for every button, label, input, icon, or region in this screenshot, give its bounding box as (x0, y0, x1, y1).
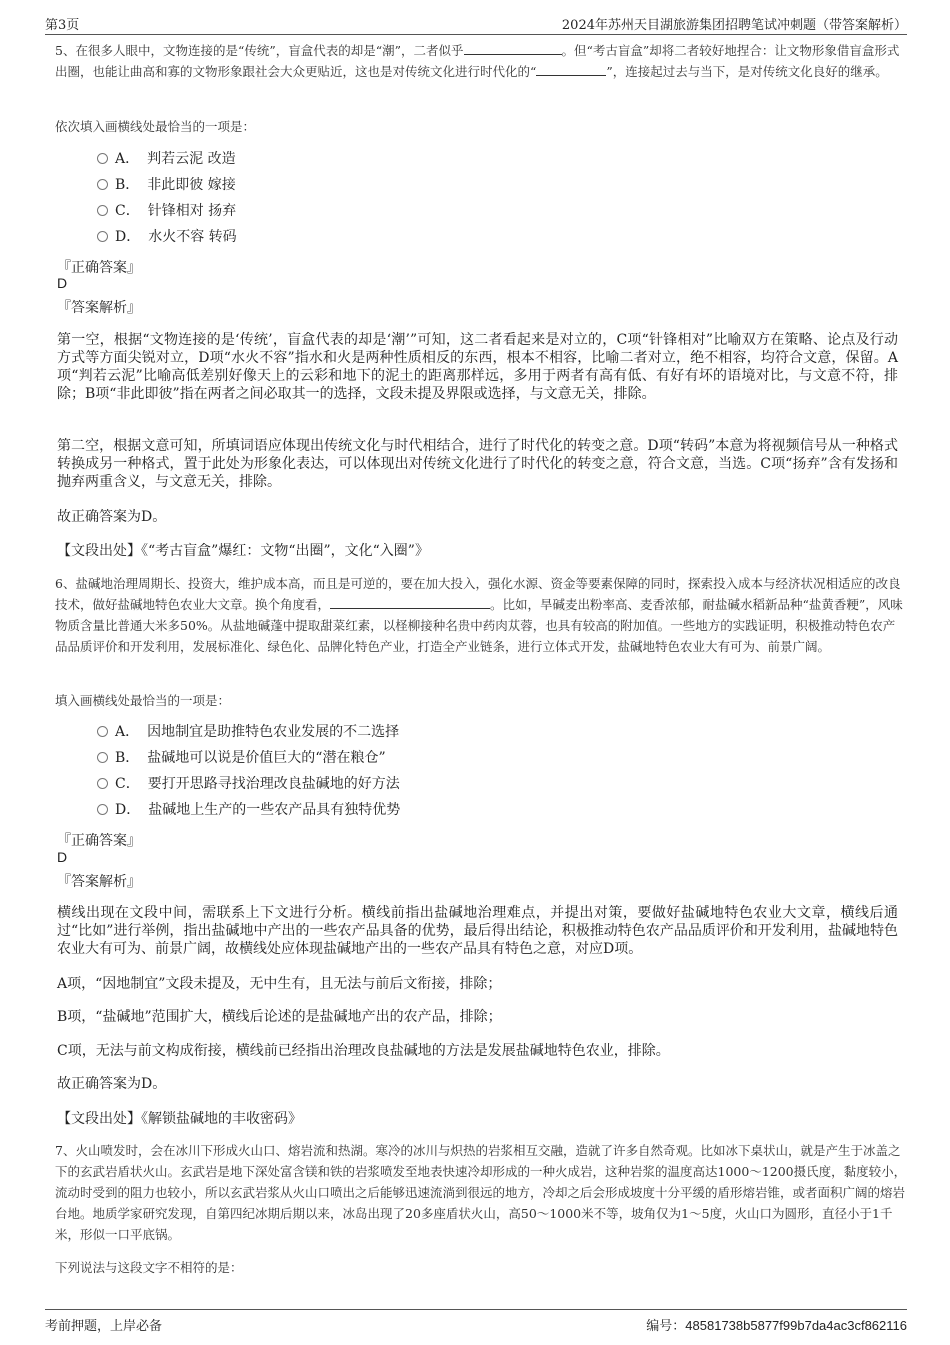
blank-2 (536, 61, 606, 76)
q6-option-a[interactable]: A． 因地制宜是助推特色农业发展的不二选择 (97, 721, 399, 743)
q5-option-c[interactable]: C． 针锋相对 扬弃 (97, 200, 236, 222)
question-5-stem: 5、在很多人眼中，文物连接的是“传统”，盲盒代表的却是“潮”，二者似乎 。但“考古盲盒”却将二者较好地捏合：让文物形象借盲盒形式出圈，也能让曲高和寡的文物形象跟社会大众更贴近，这也是对传统文化进行时代化的“ ”，连接起过去与当下，是对传统文化良好的继承。 (55, 40, 907, 82)
q5-analysis-label: 『答案解析』 (57, 300, 141, 316)
radio-icon[interactable] (97, 231, 108, 242)
q6-option-c[interactable]: C． 要打开思路寻找治理改良盐碱地的好方法 (97, 773, 400, 795)
radio-icon[interactable] (97, 179, 108, 190)
q5-answer: D (57, 275, 68, 291)
q5-source: 【文段出处】《“考古盲盒”爆红：文物“出圈”，文化“入圈”》 (57, 543, 429, 559)
q6-option-b[interactable]: B． 盐碱地可以说是价值巨大的“潜在粮仓” (97, 747, 386, 769)
q6-analysis-p1: 横线出现在文段中间，需联系上下文进行分析。横线前指出盐碱地治理难点，并提出对策，要做好盐碱地特色农业大文章，横线后通过“比如”进行举例，指出盐碱地中产出的一些农产品具备的优势，最后得出结论，积极推动特色农产品品质评价和开发利用，盐碱地特色农业大有可为、前景广阔，故横线处应体现盐碱地产出的一些农产品具有特色之意，对应D项。 (57, 905, 898, 957)
q5-option-b[interactable]: B． 非此即彼 嫁接 (97, 174, 236, 196)
question-6-prompt: 填入画横线处最恰当的一项是： (55, 693, 231, 708)
q6-analysis-p5: 故正确答案为D。 (57, 1076, 167, 1092)
page-header (45, 12, 907, 35)
page-number: 第3页 (45, 18, 80, 33)
q6-source: 【文段出处】《解锁盐碱地的丰收密码》 (57, 1111, 302, 1127)
q6-analysis-label: 『答案解析』 (57, 874, 141, 890)
q6-option-d[interactable]: D． 盐碱地上生产的一些农产品具有独特优势 (97, 799, 400, 821)
document-id: 编号：48581738b5877f99b7da4ac3cf862116 (646, 1318, 907, 1334)
question-6-stem: 6、盐碱地治理周期长、投资大，维护成本高，而且是可逆的，要在加大投入，强化水源、资金等要素保障的同时，探索投入成本与经济状况相适应的改良技术，做好盐碱地特色农业大文章。换个角度看， 。比如，旱碱麦出粉率高、麦香浓郁，耐盐碱水稻新品种“盐黄香粳”，风味物质含量比普通大米多50%。从盐地碱蓬中提取甜菜红素，以柽柳接种名贵中药肉苁蓉，也具有较高的附加值。一些地方的实践证明，积极推动特色农产品品质评价和开发利用，发展标准化、绿色化、品牌化特色产业，打造全产业链条，进行立体式开发，盐碱地特色农业大有可为、前景广阔。 (55, 576, 903, 654)
q6-analysis-p2: A项，“因地制宜”文段未提及，无中生有，且无法与前后文衔接，排除； (57, 976, 502, 992)
radio-icon[interactable] (97, 153, 108, 164)
q5-analysis-p3: 故正确答案为D。 (57, 509, 167, 525)
radio-icon[interactable] (97, 726, 108, 737)
q5-analysis-p1: 第一空，根据“文物连接的是‘传统’，盲盒代表的却是‘潮’”可知，这二者看起来是对立的，C项“针锋相对”比喻双方在策略、论点及行动方式等方面尖锐对立，D项“水火不容”指水和火是两种性质相反的东西，根本不相容，比喻二者对立，绝不相容，均符合文意，保留。A项“判若云泥”比喻高低差别好像天上的云彩和地下的泥土的距离那样远，多用于两者有高有低、有好有坏的语境对比，与文意不符，排除；B项“非此即彼”指在两者之间必取其一的选择，文段未提及界限或选择，与文意无关，排除。 (57, 332, 898, 402)
document-title: 2024年苏州天目湖旅游集团招聘笔试冲刺题（带答案解析） (561, 18, 907, 33)
page-footer (45, 1309, 907, 1332)
question-7-stem: 7、火山喷发时，会在冰川下形成火山口、熔岩流和热湖。寒冷的冰川与炽热的岩浆相互交融，造就了许多自然奇观。比如冰下桌状山，就是产生于冰盖之下的玄武岩盾状火山。玄武岩是地下深处富含镁和铁的岩浆喷发至地表快速冷却形成的一种火成岩，这种岩浆的温度高达1000～1200摄氏度，黏度较小，流动时受到的阻力也较小，所以玄武岩浆从火山口喷出之后能够迅速流淌到很远的地方，冷却之后会形成坡度十分平缓的盾形熔岩锥，或者面积广阔的熔岩台地。地质学家研究发现，自第四纪冰期后期以来，冰岛出现了20多座盾状火山，高50～1000米不等，坡角仅为1～5度，火山口为圆形，直径小于1千米，形似一口平底锅。 (55, 1143, 907, 1242)
q5-analysis-p2: 第二空，根据文意可知，所填词语应体现出传统文化与时代相结合，进行了时代化的转变之意。D项“转码”本意为将视频信号从一种格式转换成另一种格式，置于此处为形象化表达，可以体现出对传统文化进行了时代化的转变之意，符合文意，当选。C项“扬弃”含有发扬和抛弃两重含义，与文意无关，排除。 (57, 438, 898, 490)
q5-option-d[interactable]: D． 水火不容 转码 (97, 226, 237, 248)
q6-answer-label: 『正确答案』 (57, 833, 141, 849)
radio-icon[interactable] (97, 752, 108, 763)
q5-answer-label: 『正确答案』 (57, 260, 141, 276)
q6-analysis-p3: B项，“盐碱地”范围扩大，横线后论述的是盐碱地产出的农产品，排除； (57, 1009, 502, 1025)
question-5-prompt: 依次填入画横线处最恰当的一项是： (55, 119, 256, 134)
question-7-prompt: 下列说法与这段文字不相符的是： (55, 1260, 243, 1275)
q6-answer: D (57, 849, 68, 865)
radio-icon[interactable] (97, 778, 108, 789)
radio-icon[interactable] (97, 205, 108, 216)
blank-3 (330, 594, 490, 609)
q5-option-a[interactable]: A． 判若云泥 改造 (97, 148, 236, 170)
footer-slogan: 考前押题，上岸必备 (45, 1319, 163, 1334)
radio-icon[interactable] (97, 804, 108, 815)
q6-analysis-p4: C项，无法与前文构成衔接，横线前已经指出治理改良盐碱地的方法是发展盐碱地特色农业，排除。 (57, 1043, 670, 1059)
blank-1 (464, 40, 562, 55)
